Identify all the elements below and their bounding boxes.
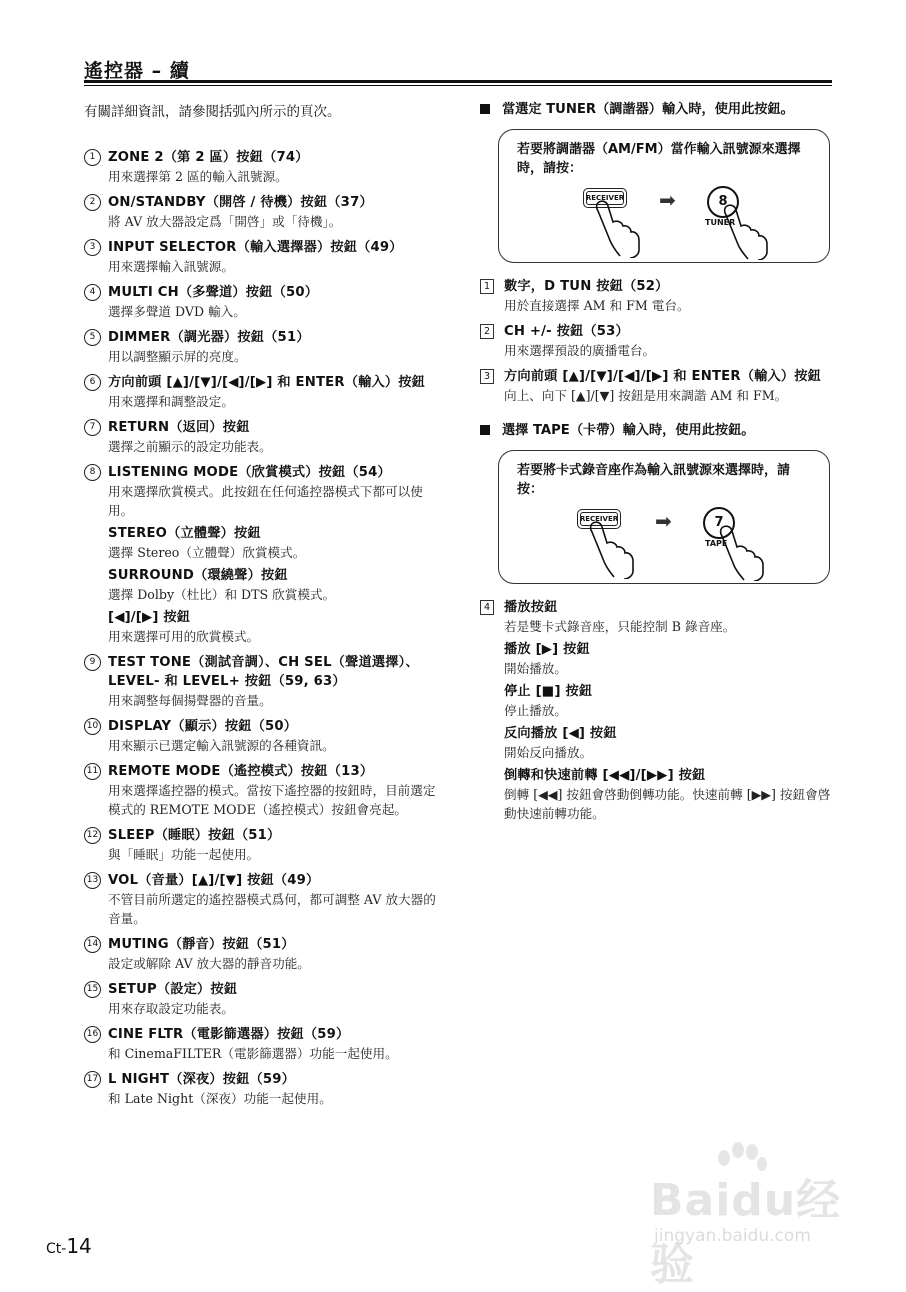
tape-heading-text: 選擇 TAPE（卡帶）輸入時，使用此按鈕。 — [502, 423, 755, 438]
list-item — [84, 871, 444, 928]
item-title: INPUT SELECTOR（輸入選擇器）按鈕（49） — [108, 240, 403, 255]
left-column — [84, 148, 444, 1115]
sub-item — [108, 566, 444, 604]
tuner-heading-text: 當選定 TUNER（調諧器）輸入時，使用此按鈕。 — [502, 102, 794, 117]
item-title: MULTI CH（多聲道）按鈕（50） — [108, 285, 319, 300]
item-number: 12 — [84, 827, 101, 844]
tape-button-label: TAPE — [705, 539, 728, 548]
item-title: DISPLAY（顯示）按鈕（50） — [108, 719, 298, 734]
list-item — [84, 238, 444, 276]
list-item — [84, 653, 444, 710]
header-rule — [84, 80, 832, 86]
item-desc: 用來存取設定功能表。 — [108, 1001, 234, 1016]
list-item — [84, 418, 444, 456]
item-desc: 選擇多聲道 DVD 輸入。 — [108, 304, 246, 319]
item-title: DIMMER（調光器）按鈕（51） — [108, 330, 310, 345]
item-number: 9 — [84, 654, 101, 671]
item-desc: 用來選擇遙控器的模式。當按下遙控器的按鈕時，目前選定模式的 REMOTE MODE（遙控模式）按鈕會亮起。 — [108, 783, 436, 817]
tape-number-button: 7 — [703, 507, 735, 539]
panel-illustration — [499, 178, 829, 262]
item-desc: 選擇之前顯示的設定功能表。 — [108, 439, 272, 454]
sub-item-desc: 用來選擇可用的欣賞模式。 — [108, 629, 260, 644]
item-title: CINE FLTR（電影篩選器）按鈕（59） — [108, 1027, 350, 1042]
pointing-hand-icon — [723, 202, 773, 260]
sub-item-title: 播放 [▶] 按鈕 — [504, 642, 590, 657]
arrow-right-icon: ➡ — [659, 188, 676, 212]
tape-instruction-panel — [498, 450, 830, 584]
item-desc: 若是雙卡式錄音座，只能控制 B 錄音座。 — [504, 619, 736, 634]
item-desc: 用來選擇第 2 區的輸入訊號源。 — [108, 169, 288, 184]
item-title: RETURN（返回）按鈕 — [108, 420, 250, 435]
list-item — [84, 328, 444, 366]
item-number: 1 — [480, 279, 494, 294]
list-item — [84, 148, 444, 186]
square-bullet-icon — [480, 425, 490, 435]
item-number: 7 — [84, 419, 101, 436]
tuner-button-label: TUNER — [705, 218, 736, 227]
list-item — [84, 1025, 444, 1063]
item-title: 方向前頭 [▲]/[▼]/[◀]/[▶] 和 ENTER（輸入）按鈕 — [108, 375, 426, 390]
list-item — [84, 980, 444, 1018]
list-item — [84, 717, 444, 755]
item-number: 17 — [84, 1071, 101, 1088]
item-title: TEST TONE（測試音調）、CH SEL（聲道選擇）、LEVEL- 和 LEVEL+ 按鈕（59, 63） — [108, 655, 419, 689]
list-item — [480, 322, 832, 360]
list-item — [84, 463, 444, 646]
item-number: 5 — [84, 329, 101, 346]
pointing-hand-icon — [595, 198, 645, 258]
item-title: VOL（音量）[▲]/[▼] 按鈕（49） — [108, 873, 320, 888]
list-item — [84, 762, 444, 819]
sub-item-title: 停止 [■] 按鈕 — [504, 684, 593, 699]
item-title: ON/STANDBY（開啓 / 待機）按鈕（37） — [108, 195, 373, 210]
intro-text: 有關詳細資訊，請參閱括弧內所示的頁次。 — [84, 104, 341, 120]
item-number: 2 — [84, 194, 101, 211]
page-header-title: 遙控器 – 續 — [84, 60, 190, 82]
sub-item — [504, 682, 832, 720]
item-number: 3 — [480, 369, 494, 384]
list-item — [480, 277, 832, 315]
item-number: 11 — [84, 763, 101, 780]
item-desc: 用來調整每個揚聲器的音量。 — [108, 693, 272, 708]
item-desc: 設定或解除 AV 放大器的靜音功能。 — [108, 956, 310, 971]
sub-item-desc: 選擇 Dolby（杜比）和 DTS 欣賞模式。 — [108, 587, 336, 602]
item-title: ZONE 2（第 2 區）按鈕（74） — [108, 150, 309, 165]
item-title: SLEEP（睡眠）按鈕（51） — [108, 828, 281, 843]
item-number: 14 — [84, 936, 101, 953]
item-number: 8 — [84, 464, 101, 481]
watermark-brand: Baidu经验 — [650, 1175, 842, 1290]
page-number-value: 14 — [66, 1234, 92, 1258]
item-desc: 用來顯示已選定輸入訊號源的各種資訊。 — [108, 738, 335, 753]
list-item — [84, 826, 444, 864]
list-item — [84, 193, 444, 231]
item-title: MUTING（靜音）按鈕（51） — [108, 937, 295, 952]
sub-item-title: [◀]/[▶] 按鈕 — [108, 610, 191, 625]
watermark-url: jingyan.baidu.com — [654, 1226, 811, 1246]
item-number: 2 — [480, 324, 494, 339]
square-bullet-icon — [480, 104, 490, 114]
baidu-watermark — [640, 1140, 870, 1290]
sub-item — [504, 640, 832, 678]
item-desc: 向上、向下 [▲]/[▼] 按鈕是用來調諧 AM 和 FM。 — [504, 388, 788, 403]
item-number: 16 — [84, 1026, 101, 1043]
sub-item — [504, 766, 832, 823]
sub-item-title: SURROUND（環繞聲）按鈕 — [108, 568, 288, 583]
item-title: LISTENING MODE（欣賞模式）按鈕（54） — [108, 465, 391, 480]
sub-item — [108, 608, 444, 646]
item-desc: 不管目前所選定的遙控器模式爲何，都可調整 AV 放大器的音量。 — [108, 892, 436, 926]
sub-item-title: 反向播放 [◀] 按鈕 — [504, 726, 617, 741]
page-number-prefix: Ct- — [46, 1241, 67, 1257]
item-desc: 與「睡眠」功能一起使用。 — [108, 847, 260, 862]
item-title: 播放按鈕 — [504, 600, 558, 615]
item-desc: 用來選擇預設的廣播電台。 — [504, 343, 656, 358]
list-item — [480, 367, 832, 405]
panel-text: 若要將卡式錄音座作為輸入訊號源來選擇時，請按： — [517, 463, 791, 497]
pointing-hand-icon — [589, 519, 639, 579]
receiver-button: RECEIVER — [577, 509, 621, 529]
receiver-button: RECEIVER — [583, 188, 627, 208]
sub-item — [504, 724, 832, 762]
tuner-section-heading — [480, 100, 832, 119]
tuner-number-button: 8 — [707, 186, 739, 218]
page-number — [46, 1234, 92, 1258]
item-desc: 用於直接選擇 AM 和 FM 電台。 — [504, 298, 690, 313]
item-title: 數字，D TUN 按鈕（52） — [504, 279, 669, 294]
list-item — [480, 598, 832, 823]
item-title: REMOTE MODE（遙控模式）按鈕（13） — [108, 764, 374, 779]
item-number: 1 — [84, 149, 101, 166]
sub-item-desc: 停止播放。 — [504, 703, 567, 718]
tape-section-heading — [480, 421, 832, 440]
item-number: 15 — [84, 981, 101, 998]
item-title: L NIGHT（深夜）按鈕（59） — [108, 1072, 296, 1087]
item-number: 10 — [84, 718, 101, 735]
sub-item-desc: 倒轉 [◀◀] 按鈕會啓動倒轉功能。快速前轉 [▶▶] 按鈕會啓動快速前轉功能。 — [504, 787, 831, 821]
item-number: 4 — [84, 284, 101, 301]
arrow-right-icon: ➡ — [655, 509, 672, 533]
item-desc: 和 CinemaFILTER（電影篩選器）功能一起使用。 — [108, 1046, 398, 1061]
item-number: 3 — [84, 239, 101, 256]
item-title: 方向前頭 [▲]/[▼]/[◀]/[▶] 和 ENTER（輸入）按鈕 — [504, 369, 822, 384]
sub-item-title: STEREO（立體聲）按鈕 — [108, 526, 261, 541]
item-desc: 用來選擇欣賞模式。此按鈕在任何遙控器模式下都可以使用。 — [108, 484, 423, 518]
item-title: CH +/- 按鈕（53） — [504, 324, 629, 339]
sub-item-desc: 開始播放。 — [504, 661, 567, 676]
sub-item-title: 倒轉和快速前轉 [◀◀]/[▶▶] 按鈕 — [504, 768, 706, 783]
tuner-instruction-panel — [498, 129, 830, 263]
pointing-hand-icon — [719, 523, 769, 581]
list-item — [84, 283, 444, 321]
list-item — [84, 373, 444, 411]
item-number: 6 — [84, 374, 101, 391]
item-desc: 用來選擇輸入訊號源。 — [108, 259, 234, 274]
sub-item-desc: 開始反向播放。 — [504, 745, 593, 760]
item-desc: 用來選擇和調整設定。 — [108, 394, 234, 409]
sub-item — [108, 524, 444, 562]
item-number: 4 — [480, 600, 494, 615]
list-item — [84, 935, 444, 973]
item-title: SETUP（設定）按鈕 — [108, 982, 238, 997]
item-desc: 用以調整顯示屏的亮度。 — [108, 349, 247, 364]
sub-item-desc: 選擇 Stereo（立體聲）欣賞模式。 — [108, 545, 306, 560]
item-desc: 將 AV 放大器設定爲「開啓」或「待機」。 — [108, 214, 342, 229]
list-item — [84, 1070, 444, 1108]
panel-illustration — [499, 499, 829, 583]
item-number: 13 — [84, 872, 101, 889]
panel-text: 若要將調諧器（AM/FM）當作輸入訊號源來選擇時，請按： — [517, 142, 801, 176]
item-desc: 和 Late Night（深夜）功能一起使用。 — [108, 1091, 332, 1106]
right-column — [480, 100, 832, 830]
